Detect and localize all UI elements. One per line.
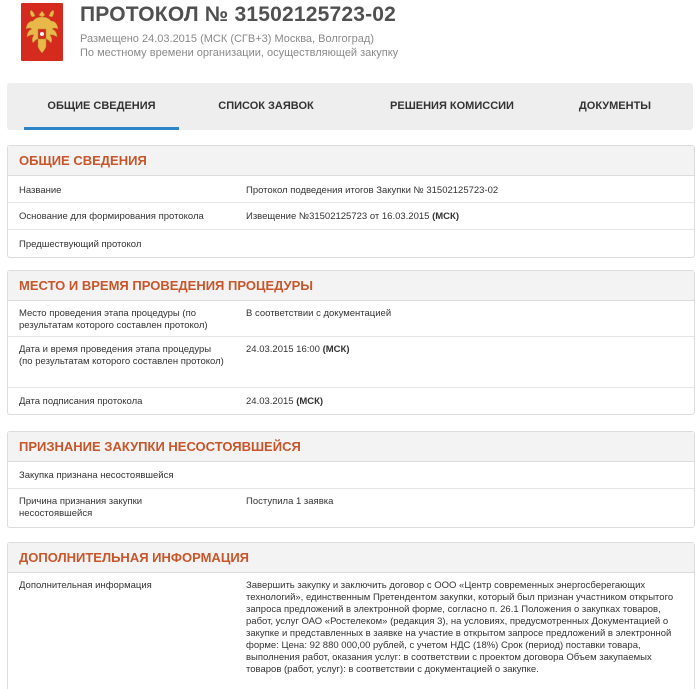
row-label: Дополнительная информация: [19, 580, 152, 591]
tab-general[interactable]: ОБЩИЕ СВЕДЕНИЯ: [24, 83, 179, 130]
timezone-code: (МСК): [322, 344, 350, 355]
placement-date: Размещено 24.03.2015 (МСК (СГВ+3) Москва, Волгоград): [80, 33, 375, 45]
row-label: Название: [19, 185, 62, 196]
page-title: ПРОТОКОЛ № 31502125723-02: [80, 3, 397, 26]
row-label: Основание для формирования протокола: [19, 211, 204, 222]
row-value: Поступила 1 заявка: [246, 496, 334, 507]
info-row: [8, 230, 694, 257]
row-value: Завершить закупку и заключить договор с ООО «Центр современных энергосберегающих технологий», единственным Претендентом закупки, который был признан участником открытого запроса предложений в электронной форме, согласно п. 26.1 Положения о закупках товаров, работ, услуг ОАО «Ростелеком» (редакция 3), на условиях, предусмотренных Документацией о закупке и представленных в заявке на участие в открытом запросе предложений в электронной форме: Цена: 92 880 000,00 рублей, с учетом НДС (18%) Срок (период) поставки товара, выполнения работ, оказания услуг: в соответствии с проектом договора Объем закупаемых товаров (работ, услуг): в соответствии с документацией о закупке.: [246, 580, 674, 675]
row-value: [246, 344, 666, 356]
row-value-text: 24.03.2015: [246, 396, 297, 407]
coat-of-arms-icon: [21, 3, 63, 61]
info-row: [8, 176, 694, 203]
row-value: В соответствии с документацией: [246, 308, 392, 319]
timezone-note: По местному времени организации, осуществляющей закупку: [80, 47, 399, 59]
row-value: [246, 396, 666, 408]
row-value-text: Извещение №31502125723 от 16.03.2015: [246, 211, 433, 222]
row-label: Дата и время проведения этапа процедуры (по результатам которого составлен протокол): [19, 344, 224, 367]
tab-documents[interactable]: ДОКУМЕНТЫ: [578, 100, 652, 112]
tab-bar: [7, 83, 693, 130]
section-place-time: [7, 270, 695, 415]
section-additional-info: [7, 542, 695, 689]
tab-applications[interactable]: СПИСОК ЗАЯВОК: [218, 100, 314, 112]
row-label: Предшествующий протокол: [19, 239, 142, 250]
info-row: [8, 337, 694, 388]
tab-commission-decisions[interactable]: РЕШЕНИЯ КОМИССИИ: [390, 100, 514, 112]
info-row: [8, 301, 694, 337]
row-value: [246, 211, 666, 223]
row-label: Закупка признана несостоявшейся: [19, 470, 174, 481]
timezone-code: (МСК): [296, 396, 324, 407]
row-label: Причина признания закупки несостоявшейся: [19, 496, 143, 519]
section-title: ДОПОЛНИТЕЛЬНАЯ ИНФОРМАЦИЯ: [8, 543, 694, 573]
section-title: ОБЩИЕ СВЕДЕНИЯ: [8, 146, 694, 176]
row-value-text: 24.03.2015 16:00: [246, 344, 323, 355]
section-general: [7, 145, 695, 258]
info-row: [8, 388, 694, 414]
timezone-code: (МСК): [432, 211, 459, 222]
section-title: МЕСТО И ВРЕМЯ ПРОВЕДЕНИЯ ПРОЦЕДУРЫ: [8, 271, 694, 301]
row-value: Протокол подведения итогов Закупки № 31502125723-02: [246, 185, 499, 196]
info-row: [8, 489, 694, 527]
section-title: ПРИЗНАНИЕ ЗАКУПКИ НЕСОСТОЯВШЕЙСЯ: [8, 432, 694, 462]
info-row: [8, 462, 694, 489]
row-label: Дата подписания протокола: [19, 396, 143, 407]
row-label: Место проведения этапа процедуры (по результатам которого составлен протокол): [19, 308, 208, 331]
info-row: [8, 203, 694, 230]
page-header: [0, 0, 700, 80]
section-failed-procurement: [7, 431, 695, 528]
info-row: [8, 573, 694, 689]
